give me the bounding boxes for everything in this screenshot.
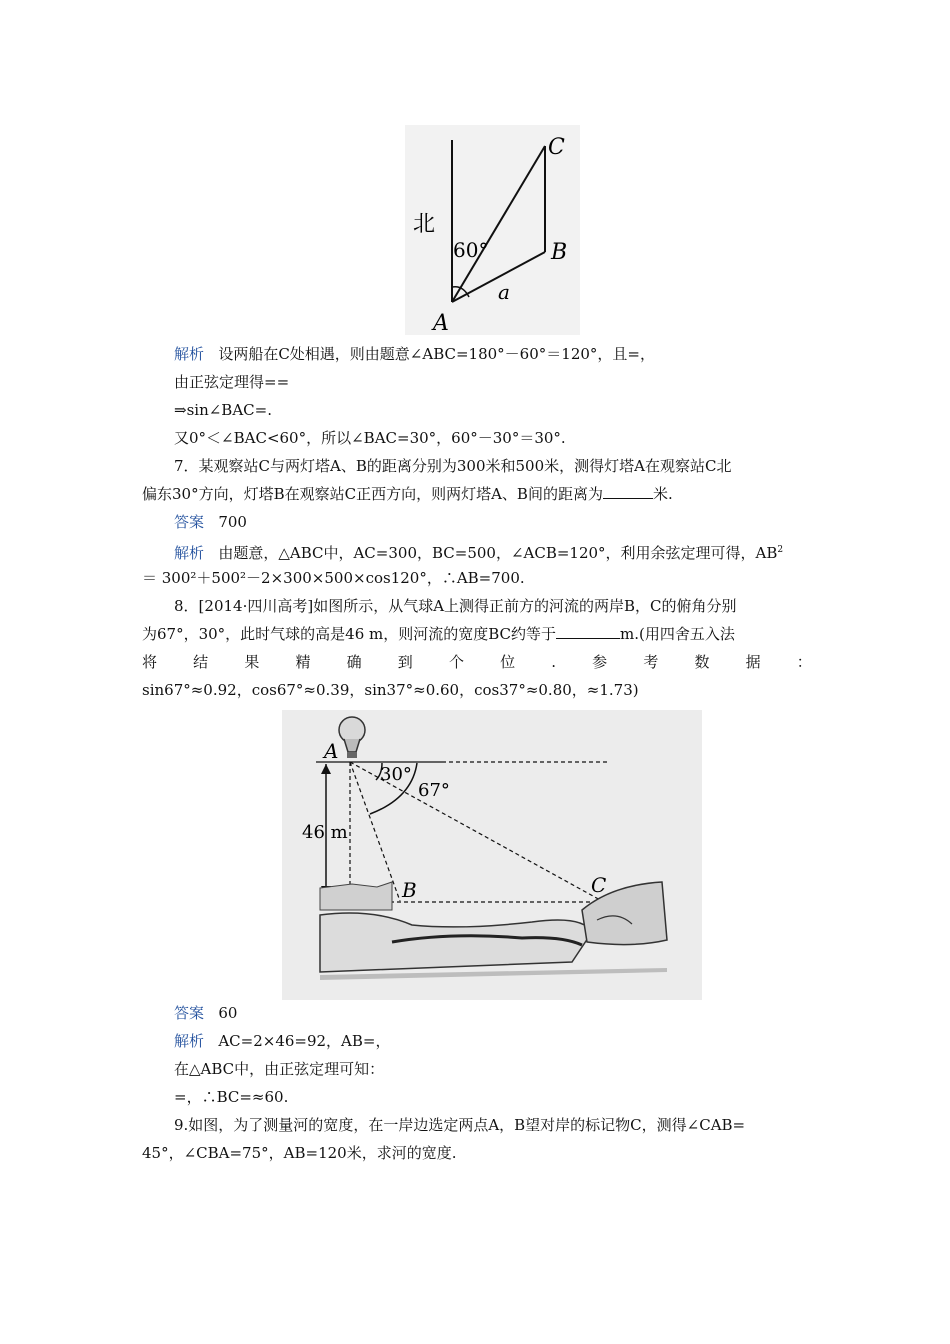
point-c-label: C [591,873,607,897]
q8-solution-line-1: 解析 AC=2×46=92，AB=， [174,1032,391,1050]
side-a-label: a [498,280,510,304]
figure-balloon-river [282,710,702,1000]
answer-tag: 答案 [174,1004,205,1022]
figure-north-triangle [405,125,580,335]
answer-value: 60 [218,1004,238,1022]
north-label: 北 [413,212,436,237]
solution-tag: 解析 [174,345,205,363]
height-label: 46 m [302,822,348,843]
angle-60-label: 60° [453,238,489,262]
q8-answer [174,1003,237,1023]
answer-blank [603,484,653,499]
solution-tag: 解析 [174,544,205,562]
q8-line-4: sin67°≈0.92，cos67°≈0.39，sin37°≈0.60，cos37°≈0.80，≈1.73) [142,681,639,699]
answer-value: 700 [218,513,247,531]
q6-solution-line-4: 又0°＜∠BAC<60°，所以∠BAC=30°，60°－30°＝30°. [174,429,566,447]
answer-blank [556,624,620,639]
q8-solution-line-2: 在△ABC中，由正弦定理可知： [174,1060,385,1078]
q7-solution-line-2: ＝ 300²＋500²－2×300×500×cos120°，∴AB=700. [142,569,525,587]
q7-line-1: 7．某观察站C与两灯塔A、B的距离分别为300米和500米，测得灯塔A在观察站C北 [174,457,732,475]
q7-answer [174,512,247,532]
solution-tag: 解析 [174,1032,205,1050]
point-a-label: A [324,739,339,763]
q8-line-2: 为67°，30°，此时气球的高是46 m，则河流的宽度BC约等于 m.(用四舍五入法 [142,625,735,643]
point-b-label: B [551,240,568,265]
point-a-label: A [433,311,449,335]
q9-line-1: 9.如图，为了测量河的宽度，在一岸边选定两点A，B望对岸的标记物C，测得∠CAB= [174,1116,746,1134]
q8-line-3: 将 结 果 精 确 到 个 位 . 参 考 数 据 ： [142,653,812,671]
q6-solution-line-1: 解析 设两船在C处相遇，则由题意∠ABC=180°－60°＝120°，且=， [174,345,655,363]
q8-line-1: 8．[2014·四川高考]如图所示，从气球A上测得正前方的河流的两岸B，C的俯角分别 [174,597,737,615]
q8-solution-line-3: =，∴BC=≈60. [174,1088,289,1106]
point-b-label: B [402,878,417,902]
q9-line-2: 45°，∠CBA=75°，AB=120米，求河的宽度. [142,1144,457,1162]
q6-solution-line-2: 由正弦定理得== [174,373,290,391]
q7-solution-line-1: 解析 由题意，△ABC中，AC=300，BC=500，∠ACB=120°，利用余弦定理可得，$AB^2$ [174,544,784,562]
angle-67-label: 67° [418,780,450,801]
point-c-label: C [548,135,565,160]
angle-30-label: 30° [380,764,412,785]
answer-tag: 答案 [174,513,205,531]
q7-line-2: 偏东30°方向，灯塔B在观察站C正西方向，则两灯塔A、B间的距离为 米. [142,485,673,503]
q6-solution-line-3: ⇒sin∠BAC=. [174,401,272,419]
